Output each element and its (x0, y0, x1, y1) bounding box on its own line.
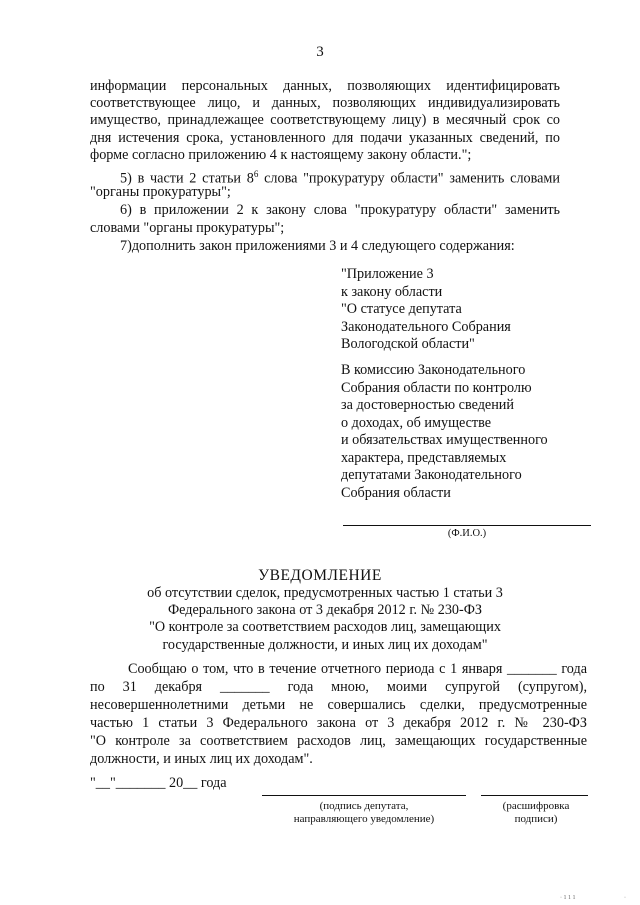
addressee-block: В комиссию Законодательного Собрания области по контролю за достоверностью сведений о доходах, об имуществе и обязательствах имущественного характера, представляемых депутатами Законодательного Собрания области (341, 362, 548, 501)
notice-subtitle: об отсутствии сделок, предусмотренных частью 1 статьи 3 Федерального закона от 3 декабря 2012 г. № 230-ФЗ "О контроле за соответствием расходов лиц, замещающих государственные должности, и иных лиц их доходам" (147, 585, 503, 653)
notice-body-line-5: "О контроле за соответствием расходов лиц, замещающих государственные (90, 733, 587, 749)
notice-body-line-6: должности, и иных лиц их доходам". (90, 751, 313, 767)
notice-body-line-3: несовершеннолетними детьми не совершались сделки, предусмотренные (90, 697, 587, 713)
signature-caption: (подпись депутата, направляющего уведомление) (293, 800, 435, 825)
notice-body-line-4: частью 1 статьи 3 Федерального закона от 3 декабря 2012 г. № 230-ФЗ (90, 715, 587, 731)
appendix-header: "Приложение 3 к закону области "О статусе депутата Законодательного Собрания Вологодской области" (341, 266, 511, 352)
page-number: 3 (316, 44, 324, 60)
notice-title: УВЕДОМЛЕНИЕ (258, 567, 382, 584)
decoding-caption: (расшифровка подписи) (502, 800, 570, 825)
item-5-text-b: слова "прокуратуру области" заменить словами (258, 170, 560, 187)
decoding-line (481, 795, 588, 796)
date-line: "__"_______ 20__ года (90, 775, 227, 791)
item-7: 7)дополнить закон приложениями 3 и 4 следующего содержания: (120, 238, 515, 254)
notice-body-line-1: Сообщаю о том, что в течение отчетного периода с 1 января _______ года (128, 661, 587, 677)
notice-body-line-2: по 31 декабря _______ года мною, моими супругой (супругом), (90, 679, 587, 695)
fio-line (343, 525, 591, 526)
item-6-line-2: словами "органы прокуратуры"; (90, 220, 285, 236)
signature-line (262, 795, 466, 796)
item-5-text-a: 5) в части 2 статьи 8 (120, 170, 254, 187)
fio-caption: (Ф.И.О.) (447, 528, 487, 539)
item-5-line-2: "органы прокуратуры"; (90, 184, 231, 200)
footer-mark-left: · 1 1 1 (560, 895, 576, 901)
intro-paragraph: информации персональных данных, позволяющих идентифицировать соответствующее лицо, и данных, позволяющих индивидуализировать имущество, принадлежащее соответствующему лицу) в месячный срок со дня истечения срока, установленного для подачи указанных сведений, по форме согласно приложению 4 к настоящему закону области."; (90, 78, 560, 163)
item-6-line-1: 6) в приложении 2 к закону слова "прокуратуру области" заменить (120, 202, 560, 218)
footer-mark-right: · (624, 895, 626, 901)
item-5-superscript: 6 (253, 169, 259, 179)
